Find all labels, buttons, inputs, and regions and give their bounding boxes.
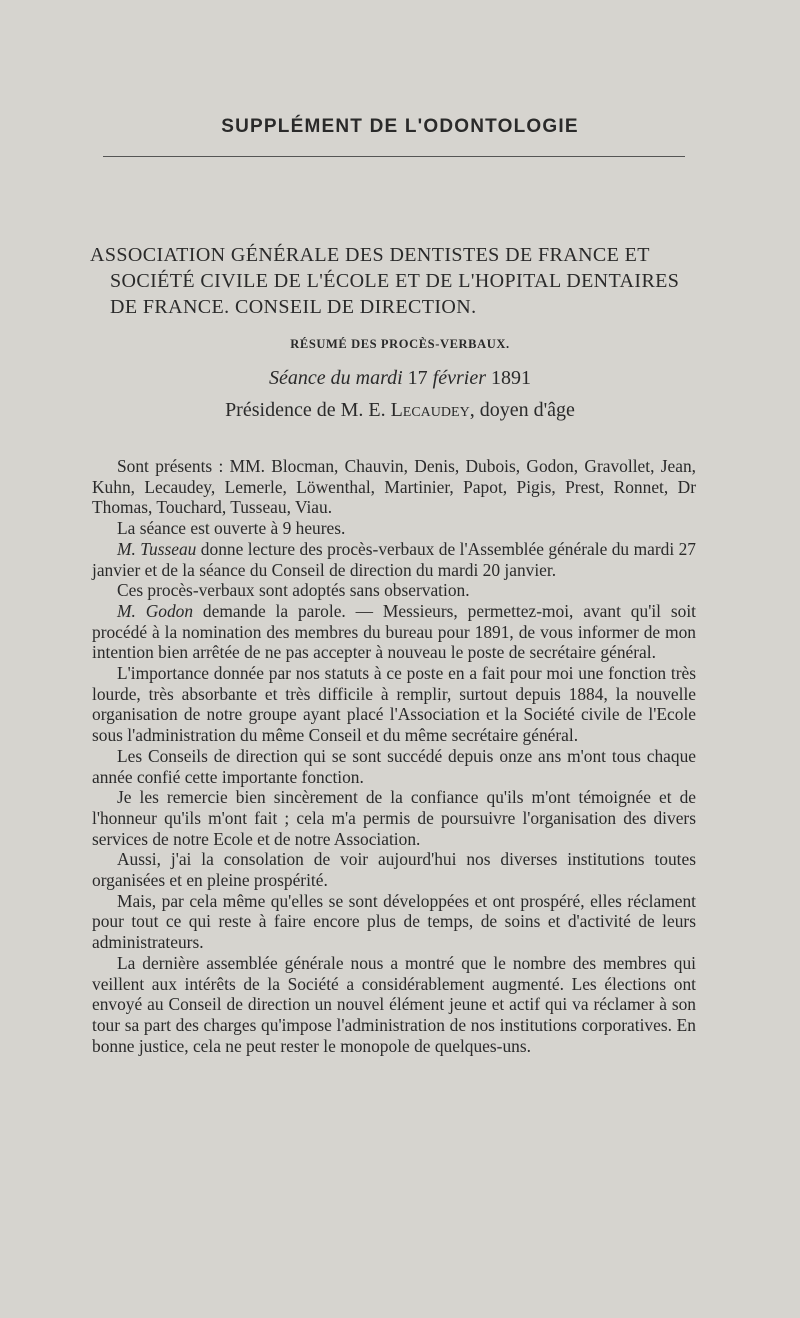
paragraph-godon [92,601,696,663]
session-prefix: Séance du mardi [269,367,403,389]
running-head: SUPPLÉMENT DE L'ODONTOLOGIE [221,116,579,137]
paragraph-opening: La séance est ouverte à 9 heures. [117,518,346,539]
paragraph-consolation: Aussi, j'ai la consolation de voir aujourd'hui nos diverses institutions toutes organisées et en pleine prospérité. [92,849,696,891]
heading-line-2: SOCIÉTÉ CIVILE DE L'ÉCOLE ET DE L'HOPITAL DENTAIRES [110,270,680,292]
presidence-line [0,399,800,422]
paragraph-tusseau [92,539,696,580]
speaker-tusseau: M. Tusseau [117,538,197,559]
session-year: 1891 [490,367,531,389]
paragraph-derniere: La dernière assemblée générale nous a montré que le nombre des membres qui veillent aux intérêts de la Société a considérablement augmenté. Les élections ont envoyé au Conseil de direction un nouvel élément jeune et actif qui va réclamer à son tour sa part des charges qu'impose l'administration de nos institutions corporatives. En bonne justice, cela ne peut rester le monopole de quelques-uns. [92,952,696,1056]
paragraph-importance: L'importance donnée par nos statuts à ce poste en a fait pour moi une fonction très lourde, très absorbante et très difficile à remplir, surtout depuis 1884, la nouvelle organisation de notre groupe ayant placé l'Association et la Société civile de l'Ecole sous l'administration du même Conseil et du même secrétaire général. [92,663,696,746]
paragraph-adopted: Ces procès-verbaux sont adoptés sans observation. [117,580,470,601]
paragraph-conseils: Les Conseils de direction qui se sont succédé depuis onze ans m'ont tous chaque année confié cette importante fonction. [92,745,696,787]
speaker-godon: M. Godon [117,600,194,621]
paragraph-mais: Mais, par cela même qu'elles se sont développées et ont prospéré, elles réclament pour tout ce qui reste à faire encore plus de temps, de soins et d'activité de leurs administrateurs. [92,890,696,953]
paragraph-remercie: Je les remercie bien sincèrement de la confiance qu'ils m'ont témoignée et de l'honneur qu'ils m'ont fait ; cela m'a permis de poursuivre l'organisation des divers services de notre Ecole et de notre Association. [92,787,696,849]
heading-line-3: DE FRANCE. CONSEIL DE DIRECTION. [110,296,477,318]
session-day: 17 [407,367,428,389]
presidence-suffix: , doyen d'âge [469,399,575,421]
godon-text: demande la parole. — Messieurs, permettez-moi, avant qu'il soit procédé à la nomination des membres du bureau pour 1891, de vous informer de mon intention bien arrêtée de ne pas accepter à nouveau le poste de secrétaire général. [92,600,696,663]
tusseau-text: donne lecture des procès-verbaux de l'Assemblée générale du mardi 27 janvier et de la séance du Conseil de direction du mardi 20 janvier. [92,538,696,580]
presidence-prefix: Présidence de M. E. [225,399,386,421]
session-date [0,367,800,390]
paragraph-present: Sont présents : MM. Blocman, Chauvin, Denis, Dubois, Godon, Gravollet, Jean, Kuhn, Lecaudey, Lemerle, Löwenthal, Martinier, Papot, Pigis, Prest, Ronnet, Dr Thomas, Touchard, Tusseau, Viau. [92,456,696,518]
subheading: RÉSUMÉ DES PROCÈS-VERBAUX. [290,337,510,351]
body-text [92,456,696,1056]
session-month: février [432,367,486,389]
heading-line-1: ASSOCIATION GÉNÉRALE DES DENTISTES DE FRANCE ET [90,244,650,266]
header-rule [103,156,685,157]
president-name: Lecaudey [390,399,470,421]
section-heading [90,242,710,320]
